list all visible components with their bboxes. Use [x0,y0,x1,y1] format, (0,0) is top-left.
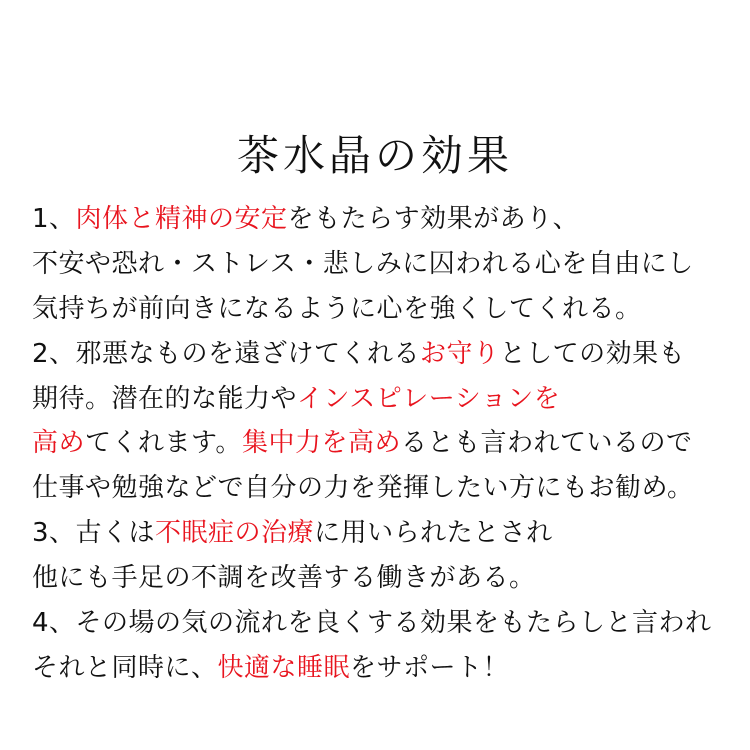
text-line [32,646,744,691]
text-line [32,287,744,332]
effects-text-block [32,197,744,691]
text-segment: 不安や恐れ・ストレス・悲しみに囚われる心を自由にし [32,248,694,279]
text-line [32,466,744,511]
text-line [32,511,744,556]
highlighted-phrase: 高め [32,428,86,459]
text-line [32,601,744,646]
highlighted-phrase: お守り [420,338,500,369]
text-segment: 他にも手足の不調を改善する働きがある。 [32,563,536,594]
highlighted-phrase: インスピレーションを [297,383,561,414]
text-segment: 1、 [32,204,76,234]
text-line [32,377,744,422]
text-segment: をもたらす効果があり、 [287,204,580,234]
highlighted-phrase: 肉体と精神の安定 [75,204,288,234]
text-segment: 3、古くは [32,518,156,549]
text-line [32,242,744,287]
text-segment: 仕事や勉強などで自分の力を発揮したい方にもお勧め。 [32,473,694,504]
text-segment: 気持ちが前向きになるように心を強くしてくれる。 [32,293,642,324]
text-line [32,332,744,377]
text-segment: 4、その場の気の流れを良くする効果をもたらしと言われ [32,608,712,639]
highlighted-phrase: 不眠症の治療 [155,518,315,549]
highlighted-phrase: 快適な睡眠 [217,652,351,683]
page-title: 茶水晶の効果 [236,131,513,180]
highlighted-phrase: 集中力を高め [241,428,401,459]
text-segment: るとも言われているので [400,428,693,459]
text-segment: 期待。潜在的な能力や [32,383,298,414]
text-line [32,556,744,601]
text-segment: としての効果も [499,338,686,369]
text-segment: 2、邪悪なものを遠ざけてくれる [32,338,421,369]
text-line [32,421,744,466]
text-segment: をサポート！ [350,652,510,683]
text-line [32,197,744,242]
text-segment: に用いられたとされ [314,518,553,549]
text-segment: てくれます。 [85,428,242,459]
text-segment: それと同時に、 [32,652,218,683]
